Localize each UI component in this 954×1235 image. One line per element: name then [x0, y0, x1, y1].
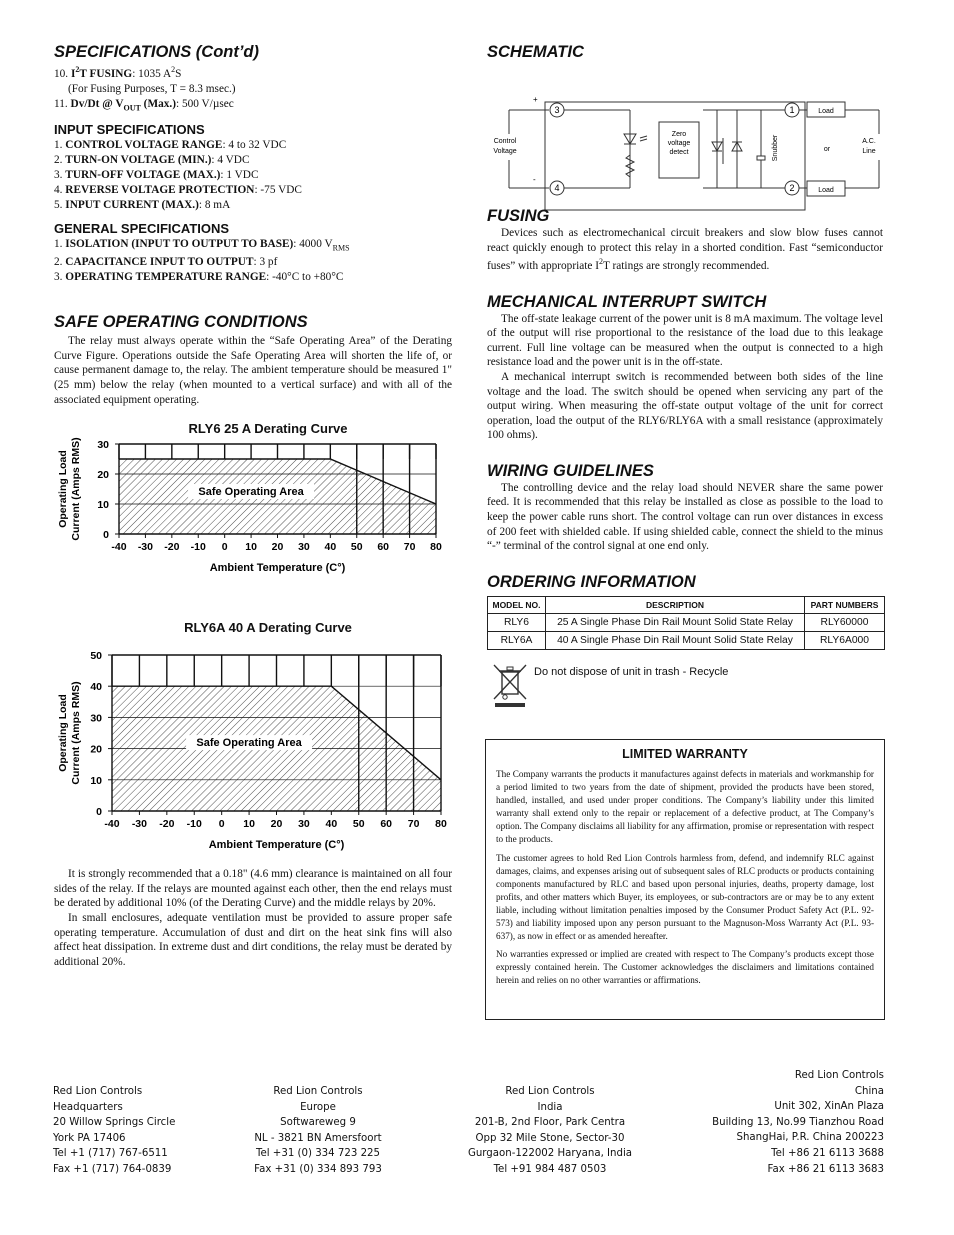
- x-tick-label: -30: [131, 818, 148, 831]
- x-tick-label: 10: [243, 818, 255, 831]
- mechanical-paragraph-1: The off-state leakage current of the power unit is 8 mA maximum. The voltage level of the output will rise proportional to the resistance of the load due to this leakage current. Full line voltage can be measured when the output is connected to a high resistance load and the power unit is in the off-state.: [487, 312, 883, 369]
- input-specs-heading: INPUT SPECIFICATIONS: [54, 122, 205, 138]
- y-tick-label: 20: [90, 743, 102, 756]
- x-tick-label: -30: [137, 541, 154, 554]
- general-spec-item: 2. CAPACITANCE INPUT TO OUTPUT: 3 pf: [54, 256, 278, 269]
- recycle-text: Do not dispose of unit in trash - Recycle: [534, 665, 729, 678]
- x-tick-label: 0: [218, 818, 225, 831]
- spec-label: Dv/Dt @ $V_{OUT}$ (Max.): [70, 97, 176, 113]
- snubber-label: Snubber: [772, 134, 779, 162]
- y-axis-title: Operating Load: [57, 694, 69, 773]
- x-tick-label: -10: [186, 818, 202, 831]
- mechanical-paragraph-2: A mechanical interrupt switch is recommended between both sides of the line voltage and the load. The switch should be opened when servicing any part of the output wiring. When measuring the off-state output voltage of the unit for correct operation, load the output of the RLY6/RLY6A with a small resistance (approximately 100 ohms).: [487, 370, 883, 442]
- y-tick-label: 30: [97, 439, 109, 452]
- y-tick-label: 10: [90, 775, 102, 788]
- x-tick-label: 60: [380, 818, 393, 831]
- limited-warranty-box: [485, 739, 885, 1020]
- y-tick-label: 40: [90, 681, 102, 694]
- ac-line-label-2: Line: [862, 148, 876, 155]
- x-tick-label: -40: [111, 541, 127, 554]
- ac-line-label: A.C.: [862, 138, 876, 145]
- spec-num: 10.: [54, 67, 71, 80]
- table-header: DESCRIPTION: [546, 596, 805, 613]
- schematic-diagram: [487, 70, 885, 194]
- plus-sign: +: [533, 95, 538, 104]
- y-axis-title-line2: Current (Amps RMS): [70, 681, 82, 785]
- table-header: MODEL NO.: [488, 596, 546, 613]
- recycle-notice: [487, 662, 883, 712]
- zero-voltage-label: Zero: [671, 131, 687, 138]
- safe-operating-paragraph: The relay must always operate within the “Safe Operating Area” of the Derating Curve Figure. Operations outside the Safe Operating Area will shorten the life of, or cause permanent damage to, the relay. The ambient temperature should be measured 1" (25 mm) below the relay (when mounted to a vertical surface) and with all of the associated equipment operating.: [54, 335, 452, 406]
- y-tick-label: 30: [90, 712, 102, 725]
- zero-voltage-label-3: detect: [669, 149, 689, 156]
- zero-voltage-label-2: voltage: [667, 140, 691, 147]
- capacitor-icon: [757, 156, 765, 160]
- x-axis-title: Ambient Temperature (C°): [208, 839, 345, 852]
- table-row: [488, 631, 885, 649]
- y-tick-label: 0: [103, 529, 109, 542]
- warranty-paragraph-1: The Company warrants the products it manufactures against defects in materials and workmanship for a period limited to two years from the date of shipment, provided the products have been stored, handled, installed, and used under proper conditions. The Company’s liability under this limited warranty shall extend only to the repair or replacement of a defective product, at The Company’s option. The Company disclaims all liability for any affirmation, promise or representation with respect to the products.: [496, 769, 874, 845]
- spec-line-10: [54, 62, 452, 82]
- x-tick-label: 40: [325, 818, 338, 831]
- general-specs-heading: GENERAL SPECIFICATIONS: [54, 221, 230, 237]
- table-cell: 25 A Single Phase Din Rail Mount Solid State Relay: [546, 613, 805, 631]
- x-tick-label: 30: [298, 818, 310, 831]
- chart-title: RLY6A 40 A Derating Curve: [184, 620, 352, 636]
- table-cell: RLY6: [488, 613, 546, 631]
- spec-num: 11.: [54, 97, 71, 110]
- input-spec-item: 3. TURN-OFF VOLTAGE (MAX.): 1 VDC: [54, 169, 259, 182]
- area-label: Safe Operating Area: [196, 737, 302, 750]
- table-cell: RLY60000: [805, 613, 885, 631]
- general-spec-item: 1. ISOLATION (INPUT TO OUTPUT TO BASE): 4000 $V_{RMS}$: [54, 238, 350, 253]
- chart-title: RLY6 25 A Derating Curve: [188, 421, 348, 437]
- footer-address-china: Red Lion Controls China Unit 302, XinAn Plaza Building 13, No.99 Tianzhou Road ShangHai, P.R. China 200223 Tel +86 21 6113 3688 Fax +86 21 6113 3683: [712, 1070, 884, 1175]
- spec-label: $I^2T$ FUSING: [70, 65, 133, 80]
- x-tick-label: 80: [435, 818, 447, 831]
- general-spec-item: 3. OPERATING TEMPERATURE RANGE: -40°C to +80°C: [54, 271, 344, 284]
- load-label-bottom: Load: [818, 187, 834, 194]
- table-cell: RLY6A000: [805, 631, 885, 649]
- chart-rly6a-svg: [54, 637, 452, 857]
- input-spec-item: 4. REVERSE VOLTAGE PROTECTION: -75 VDC: [54, 184, 302, 197]
- y-tick-label: 50: [90, 650, 102, 663]
- derating-chart-rly6a: [54, 620, 452, 857]
- x-tick-label: 70: [403, 541, 416, 554]
- input-spec-item: 2. TURN-ON VOLTAGE (MIN.): 4 VDC: [54, 154, 250, 167]
- pin-4-label: 4: [554, 183, 560, 193]
- derating-chart-rly6: [54, 421, 452, 600]
- x-tick-label: 20: [270, 818, 283, 831]
- x-tick-label: 10: [245, 541, 257, 554]
- x-tick-label: 50: [350, 541, 363, 554]
- x-tick-label: -20: [164, 541, 180, 554]
- fusing-paragraph: Devices such as electromechanical circuit breakers and slow blow fuses cannot react quickly enough to protect this relay in a shorted condition. Fast “semiconductor fuses” with appropriate $I^2T$ ratings are strongly recommended.: [487, 227, 883, 272]
- x-tick-label: 80: [430, 541, 442, 554]
- crossed-bin-icon: [491, 662, 529, 708]
- input-specs-list: [54, 138, 452, 213]
- or-label: or: [823, 146, 831, 153]
- input-spec-item: 5. INPUT CURRENT (MAX.): 8 mA: [54, 199, 231, 212]
- safe-operating-heading: SAFE OPERATING CONDITIONS: [54, 313, 308, 332]
- x-tick-label: 30: [298, 541, 310, 554]
- table-cell: RLY6A: [488, 631, 546, 649]
- table-cell: 40 A Single Phase Din Rail Mount Solid State Relay: [546, 631, 805, 649]
- warranty-title: LIMITED WARRANTY: [622, 747, 748, 761]
- area-label: Safe Operating Area: [198, 486, 304, 499]
- table-header: PART NUMBERS: [805, 596, 885, 613]
- control-voltage-label: Control: [493, 138, 517, 145]
- fusing-heading: FUSING: [487, 207, 550, 225]
- x-tick-label: 40: [324, 541, 337, 554]
- load-label-top: Load: [818, 108, 834, 115]
- spec-value: : 1035 $A^2S$: [132, 65, 182, 80]
- mechanical-heading: MECHANICAL INTERRUPT SWITCH: [487, 292, 767, 311]
- table-header-row: [488, 596, 885, 613]
- x-tick-label: 70: [407, 818, 420, 831]
- y-tick-label: 0: [96, 806, 102, 819]
- warranty-paragraph-2: The customer agrees to hold Red Lion Controls harmless from, defend, and indemnify RLC against damages, claims, and expenses arising out of subsequent sales of RLC products or products containing components manufactured by RLC and based upon personal injuries, deaths, property damage, lost profits, and other matters which Buyer, its employees, or sub-contractors are or may be to any extent liable, including without limitation penalties imposed by the Consumer Product Safety Act (P.L. 92-573) and liability imposed upon any person pursuant to the Magnuson-Moss Warranty Act (P.L. 93-637), as now in effect or as amended hereafter.: [496, 852, 874, 942]
- ordering-heading: ORDERING INFORMATION: [487, 572, 696, 591]
- footer-address-hq: Red Lion Controls Headquarters 20 Willow Springs Circle York PA 17406 Tel +1 (717) 767-6511 Fax +1 (717) 764-0839: [53, 1086, 176, 1175]
- pin-3-label: 3: [554, 105, 560, 115]
- y-axis-title: Operating Load: [57, 450, 69, 529]
- ventilation-paragraph: In small enclosures, adequate ventilation must be provided to assure proper safe operating temperature. Accumulation of dust and dirt on the heat sink fins will also affect heat dissipation. In extreme dust and dirt conditions, the relay must be derated by additional 20%.: [54, 912, 452, 968]
- x-tick-label: 50: [352, 818, 365, 831]
- pin-1-label: 1: [789, 105, 795, 115]
- input-spec-item: 1. CONTROL VOLTAGE RANGE: 4 to 32 VDC: [54, 139, 287, 152]
- footer-address-india: Red Lion Controls India 201-B, 2nd Floor, Park Centra Opp 32 Mile Stone, Sector-30 Gurgaon-122002 Haryana, India Tel +91 984 487 0503: [467, 1086, 633, 1175]
- x-axis-title: Ambient Temperature (C°): [209, 562, 346, 575]
- x-tick-label: 20: [271, 541, 284, 554]
- x-tick-label: -20: [159, 818, 175, 831]
- pin-2-label: 2: [789, 183, 795, 193]
- warranty-paragraph-3: No warranties expressed or implied are created with respect to The Company’s products except those expressly contained herein. The Customer acknowledges the disclaimers and limitations contained herein and relies on no other warranties or affirmations.: [496, 949, 874, 986]
- clearance-paragraph: It is strongly recommended that a 0.18" (4.6 mm) clearance is maintained on all four sides of the relay. If the relays are mounted against each other, then the end relays must be derated by additional 10% (of the Derating Curve) and the middle relays by 20%.: [54, 868, 452, 910]
- schematic-heading: SCHEMATIC: [487, 43, 584, 61]
- wiring-heading: WIRING GUIDELINES: [487, 461, 654, 480]
- left-column: [54, 42, 452, 969]
- ordering-table: [487, 596, 885, 650]
- chart-rly6-svg: [54, 437, 452, 600]
- right-column: [487, 42, 883, 712]
- x-tick-label: -10: [190, 541, 206, 554]
- y-tick-label: 20: [97, 469, 109, 482]
- x-tick-label: 0: [221, 541, 228, 554]
- x-tick-label: 60: [377, 541, 390, 554]
- x-tick-label: -40: [104, 818, 120, 831]
- minus-sign: -: [533, 175, 536, 184]
- table-row: [488, 613, 885, 631]
- wiring-paragraph: The controlling device and the relay load should NEVER share the same power feed. It is recommended that this relay be installed as close as possible to the load to keep the power cable runs short. The control voltage can run over distances in excess of 200 feet with shielded cable. If using shielded cable, connect the shield to the minus “-” terminal of the control signal at one end only.: [487, 481, 883, 553]
- y-axis-title-line2: Current (Amps RMS): [70, 437, 82, 541]
- footer-address-europe: Red Lion Controls Europe Softwareweg 9 NL - 3821 BN Amersfoort Tel +31 (0) 334 723 225 Fax +31 (0) 334 893 793: [254, 1086, 382, 1175]
- specs-cont-heading: SPECIFICATIONS (Cont’d): [54, 43, 260, 61]
- y-tick-label: 10: [97, 499, 109, 512]
- control-voltage-label-2: Voltage: [493, 148, 517, 155]
- spec-line-11: [54, 97, 452, 115]
- spec-note: (For Fusing Purposes, T = 8.3 msec.): [68, 82, 236, 95]
- spec-value: : 500 V/µsec: [176, 97, 234, 110]
